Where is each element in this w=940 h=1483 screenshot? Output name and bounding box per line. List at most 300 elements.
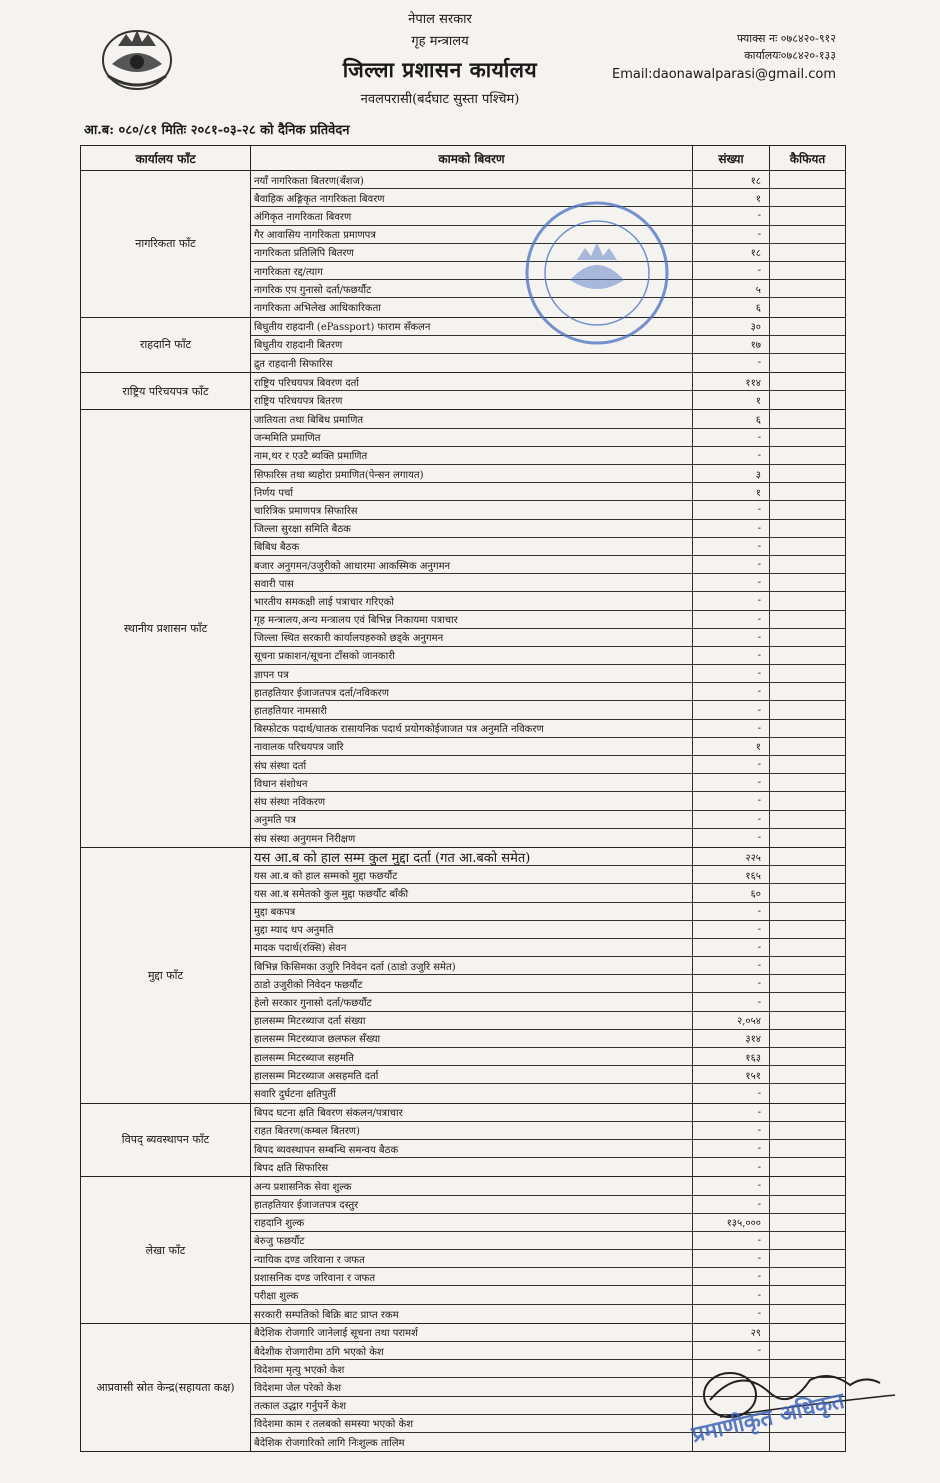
row-description: ठाडो उजुरीको निवेदन फछर्यौट bbox=[251, 975, 693, 992]
row-count: - bbox=[693, 556, 770, 573]
row-description: नागरिकता रद्द/त्याग bbox=[251, 262, 693, 279]
row-description: हातहतियार ईजाजतपत्र दस्तुर bbox=[251, 1196, 693, 1213]
table-row bbox=[251, 520, 845, 538]
row-remarks bbox=[770, 447, 845, 464]
section-name: आप्रवासी स्रोत केन्द्र(सहायता कक्ष) bbox=[81, 1324, 251, 1451]
row-count: २९ bbox=[693, 1324, 770, 1341]
row-remarks bbox=[770, 921, 845, 938]
table-row bbox=[251, 629, 845, 647]
row-remarks bbox=[770, 483, 845, 500]
table-row bbox=[251, 1232, 845, 1250]
table-row bbox=[251, 1122, 845, 1140]
section-rows bbox=[251, 318, 845, 373]
row-count: - bbox=[693, 1305, 770, 1323]
row-description: नागरिक एप गुनासो दर्ता/फछर्यौट bbox=[251, 280, 693, 297]
row-description: विदेशमा जेल परेको केश bbox=[251, 1378, 693, 1395]
row-remarks bbox=[770, 1104, 845, 1121]
table-row bbox=[251, 756, 845, 774]
row-count: - bbox=[693, 354, 770, 372]
row-description: सवारी पास bbox=[251, 574, 693, 591]
table-section bbox=[81, 1104, 845, 1178]
table-row bbox=[251, 501, 845, 519]
table-row bbox=[251, 465, 845, 483]
table-row bbox=[251, 1158, 845, 1176]
row-description: गैर आवासिय नागरिकता प्रमाणपत्र bbox=[251, 226, 693, 243]
row-remarks bbox=[770, 903, 845, 920]
table-row bbox=[251, 1140, 845, 1158]
table-section bbox=[81, 1177, 845, 1324]
table-row bbox=[251, 1048, 845, 1066]
row-count: - bbox=[693, 903, 770, 920]
row-description: चारित्रिक प्रमाणपत्र सिफारिस bbox=[251, 501, 693, 518]
section-name: विपद् ब्यवस्थापन फाँट bbox=[81, 1104, 251, 1177]
table-row bbox=[251, 298, 845, 316]
row-description: अन्य प्रशासनिक सेवा शुल्क bbox=[251, 1177, 693, 1194]
row-count: - bbox=[693, 939, 770, 956]
row-description: ज्ञापन पत्र bbox=[251, 665, 693, 682]
row-remarks bbox=[770, 556, 845, 573]
row-description: बैदेशीक रोजगारीमा ठगि भएको केश bbox=[251, 1342, 693, 1359]
row-count: - bbox=[693, 792, 770, 809]
office-phone: कार्यालयः०७८४२०-१३३ bbox=[744, 49, 836, 62]
signature-label: प्रमाणीकृत अधिकृत bbox=[689, 1387, 847, 1449]
row-remarks bbox=[770, 1433, 845, 1451]
table-row bbox=[251, 683, 845, 701]
row-remarks bbox=[770, 354, 845, 372]
row-description: बिस्फोटक पदार्थ/घातक रासायनिक पदार्थ प्रयोगकोईजाजत पत्र अनुमति नविकरण bbox=[251, 720, 693, 737]
row-remarks bbox=[770, 611, 845, 628]
row-count: २,०५४ bbox=[693, 1012, 770, 1029]
row-description: बेरुजु फछर्यौट bbox=[251, 1232, 693, 1249]
table-row bbox=[251, 336, 845, 354]
row-description: द्रुत राहदानी सिफारिस bbox=[251, 354, 693, 372]
row-remarks bbox=[770, 720, 845, 737]
row-remarks bbox=[770, 848, 845, 865]
row-count: १ bbox=[693, 483, 770, 500]
table-row bbox=[251, 665, 845, 683]
row-description: नागरिकता प्रतिलिपि बितरण bbox=[251, 244, 693, 261]
table-row bbox=[251, 1268, 845, 1286]
table-row bbox=[251, 373, 845, 391]
row-remarks bbox=[770, 756, 845, 773]
row-remarks bbox=[770, 665, 845, 682]
row-description: सरकारी सम्पतिको बिक्रि बाट प्राप्त रकम bbox=[251, 1305, 693, 1323]
table-row bbox=[251, 1324, 845, 1342]
section-name: स्थानीय प्रशासन फाँट bbox=[81, 410, 251, 847]
table-row bbox=[251, 318, 845, 336]
row-remarks bbox=[770, 538, 845, 555]
row-description: हालसम्म मिटरब्याज दर्ता संख्या bbox=[251, 1012, 693, 1029]
row-description: अंगिकृत नागरिकता बिवरण bbox=[251, 207, 693, 224]
section-name: मुद्दा फाँट bbox=[81, 848, 251, 1103]
row-remarks bbox=[770, 410, 845, 427]
row-description: विदेशमा काम र तलबको समस्या भएको केश bbox=[251, 1415, 693, 1432]
row-remarks bbox=[770, 1214, 845, 1231]
row-remarks bbox=[770, 993, 845, 1010]
row-count: - bbox=[693, 683, 770, 700]
row-count: - bbox=[693, 720, 770, 737]
row-remarks bbox=[770, 957, 845, 974]
row-count bbox=[693, 1360, 770, 1377]
row-remarks bbox=[770, 629, 845, 646]
row-remarks bbox=[770, 647, 845, 664]
table-row bbox=[251, 1084, 845, 1102]
table-row bbox=[251, 1286, 845, 1304]
row-count: १६५ bbox=[693, 866, 770, 883]
table-row bbox=[251, 1196, 845, 1214]
ministry-name: गृह मन्त्रालय bbox=[411, 34, 469, 49]
row-count: - bbox=[693, 1250, 770, 1267]
table-row bbox=[251, 829, 845, 847]
table-row bbox=[251, 993, 845, 1011]
row-description: नयाँ नागरिकता बितरण(बँशज) bbox=[251, 171, 693, 188]
row-description: परीक्षा शुल्क bbox=[251, 1286, 693, 1303]
row-remarks bbox=[770, 1196, 845, 1213]
table-row bbox=[251, 592, 845, 610]
report-table bbox=[80, 145, 846, 1452]
table-row bbox=[251, 848, 845, 866]
row-remarks bbox=[770, 520, 845, 537]
row-count: ६ bbox=[693, 410, 770, 427]
row-description: राहत बितरण(कम्बल बितरण) bbox=[251, 1122, 693, 1139]
row-count: - bbox=[693, 592, 770, 609]
row-description: बिभिन्न किसिमका उजुरि निवेदन दर्ता (ठाडो उजुरि समेत) bbox=[251, 957, 693, 974]
row-count: - bbox=[693, 1268, 770, 1285]
row-count: - bbox=[693, 665, 770, 682]
row-count: - bbox=[693, 1286, 770, 1303]
table-row bbox=[251, 447, 845, 465]
row-description: भारतीय समकक्षी लाई पत्राचार गरिएको bbox=[251, 592, 693, 609]
section-rows bbox=[251, 171, 845, 317]
table-header bbox=[81, 146, 845, 171]
section-rows bbox=[251, 410, 845, 847]
table-row bbox=[251, 647, 845, 665]
row-description: यस आ.ब को हाल सम्म कुल मुद्दा दर्ता (गत आ.बको समेत) bbox=[251, 848, 693, 865]
row-count: - bbox=[693, 207, 770, 224]
row-description: बिपद क्षति सिफारिस bbox=[251, 1158, 693, 1176]
row-description: बैदेशिक रोजगारिको लागि निःशुल्क तालिम bbox=[251, 1433, 693, 1451]
row-description: जन्ममिति प्रमाणित bbox=[251, 429, 693, 446]
row-count: १६३ bbox=[693, 1048, 770, 1065]
table-row bbox=[251, 1433, 845, 1451]
table-row bbox=[251, 574, 845, 592]
row-remarks bbox=[770, 244, 845, 261]
row-count: - bbox=[693, 1140, 770, 1157]
row-remarks bbox=[770, 1250, 845, 1267]
row-count: ६ bbox=[693, 298, 770, 316]
row-description: संघ संस्था नविकरण bbox=[251, 792, 693, 809]
table-row bbox=[251, 280, 845, 298]
row-description: हेलो सरकार गुनासो दर्ता/फछर्यौट bbox=[251, 993, 693, 1010]
row-remarks bbox=[770, 207, 845, 224]
table-row bbox=[251, 1214, 845, 1232]
row-count: ३० bbox=[693, 318, 770, 335]
fax-number: फ्याक्स नः ०७८४२०-९१२ bbox=[736, 32, 836, 45]
row-count: १ bbox=[693, 391, 770, 409]
row-remarks bbox=[770, 336, 845, 353]
table-row bbox=[251, 1177, 845, 1195]
row-remarks bbox=[770, 1305, 845, 1323]
table-row bbox=[251, 354, 845, 372]
table-row bbox=[251, 189, 845, 207]
section-name: नागरिकता फाँट bbox=[81, 171, 251, 317]
row-remarks bbox=[770, 975, 845, 992]
table-row bbox=[251, 738, 845, 756]
row-description: हातहतियार ईजाजतपत्र दर्ता/नविकरण bbox=[251, 683, 693, 700]
section-rows bbox=[251, 1104, 845, 1177]
row-description: राष्ट्रिय परिचयपत्र बिवरण दर्ता bbox=[251, 373, 693, 390]
row-description: बिपद ब्यवस्थापन सम्बन्धि समन्वय बैठक bbox=[251, 1140, 693, 1157]
row-remarks bbox=[770, 884, 845, 901]
row-remarks bbox=[770, 1048, 845, 1065]
table-section bbox=[81, 848, 845, 1104]
row-remarks bbox=[770, 1030, 845, 1047]
row-remarks bbox=[770, 429, 845, 446]
section-name: लेखा फाँट bbox=[81, 1177, 251, 1323]
header-section: कार्यालय फाँट bbox=[81, 146, 251, 170]
table-row bbox=[251, 226, 845, 244]
table-row bbox=[251, 903, 845, 921]
row-count: १५१ bbox=[693, 1066, 770, 1083]
row-description: मुद्दा म्याद थप अनुमति bbox=[251, 921, 693, 938]
row-description: जिल्ला स्थित सरकारी कार्यालयहरुको छड्के अनुगमन bbox=[251, 629, 693, 646]
table-row bbox=[251, 1305, 845, 1323]
row-description: हातहतियार नामसारी bbox=[251, 701, 693, 718]
row-count: - bbox=[693, 429, 770, 446]
office-location: नवलपरासी(बर्दघाट सुस्ता पश्चिम) bbox=[360, 92, 520, 107]
table-row bbox=[251, 701, 845, 719]
row-description: नावालक परिचयपत्र जारि bbox=[251, 738, 693, 755]
table-row bbox=[251, 1360, 845, 1378]
row-description: बिधुतीय राहदानी (ePassport) फाराम सँकलन bbox=[251, 318, 693, 335]
section-name: राहदानि फाँट bbox=[81, 318, 251, 373]
row-description: यस आ.ब को हाल सम्मको मुद्दा फछर्यौट bbox=[251, 866, 693, 883]
row-description: अनुमति पत्र bbox=[251, 811, 693, 828]
table-row bbox=[251, 483, 845, 501]
row-remarks bbox=[770, 811, 845, 828]
table-row bbox=[251, 792, 845, 810]
row-count: - bbox=[693, 975, 770, 992]
row-count: - bbox=[693, 701, 770, 718]
gov-name: नेपाल सरकार bbox=[408, 12, 472, 27]
row-count: ५ bbox=[693, 280, 770, 297]
row-remarks bbox=[770, 1360, 845, 1377]
table-row bbox=[251, 1342, 845, 1360]
row-remarks bbox=[770, 226, 845, 243]
row-count: १८ bbox=[693, 244, 770, 261]
letterhead bbox=[300, 10, 580, 112]
row-description: सूचना प्रकाशन/सूचना टाँसको जानकारी bbox=[251, 647, 693, 664]
row-remarks bbox=[770, 1122, 845, 1139]
row-count: १८ bbox=[693, 171, 770, 188]
row-count: - bbox=[693, 501, 770, 518]
table-section bbox=[81, 373, 845, 410]
row-description: संघ संस्था अनुगमन निरीक्षण bbox=[251, 829, 693, 847]
row-description: बैदेशिक रोजगारि जानेलाई सूचना तथा परामर्श bbox=[251, 1324, 693, 1341]
row-description: बिबिध बैठक bbox=[251, 538, 693, 555]
row-description: हालसम्म मिटरब्याज असहमति दर्ता bbox=[251, 1066, 693, 1083]
row-count: - bbox=[693, 1104, 770, 1121]
row-remarks bbox=[770, 171, 845, 188]
row-remarks bbox=[770, 298, 845, 316]
row-description: प्रशासनिक दण्ड जरिवाना र जफत bbox=[251, 1268, 693, 1285]
row-count: - bbox=[693, 538, 770, 555]
section-rows bbox=[251, 373, 845, 409]
report-reference: आ.ब: ०८०/८१ मितिः २०८१-०३-२८ को दैनिक प्रतिवेदन bbox=[84, 123, 350, 138]
row-count: - bbox=[693, 1342, 770, 1359]
row-remarks bbox=[770, 1268, 845, 1285]
table-row bbox=[251, 957, 845, 975]
row-description: बैवाहिक अङ्गिकृत नागरिकता बिवरण bbox=[251, 189, 693, 206]
row-count: - bbox=[693, 1177, 770, 1194]
row-count: - bbox=[693, 921, 770, 938]
row-description: राष्ट्रिय परिचयपत्र बितरण bbox=[251, 391, 693, 409]
table-row bbox=[251, 391, 845, 409]
row-remarks bbox=[770, 262, 845, 279]
row-remarks bbox=[770, 1177, 845, 1194]
table-row bbox=[251, 262, 845, 280]
table-section bbox=[81, 171, 845, 318]
row-description: यस आ.ब समेतको कुल मुद्दा फछर्यौट बाँकी bbox=[251, 884, 693, 901]
table-row bbox=[251, 1012, 845, 1030]
table-row bbox=[251, 1104, 845, 1122]
row-remarks bbox=[770, 373, 845, 390]
row-remarks bbox=[770, 1084, 845, 1102]
table-row bbox=[251, 171, 845, 189]
row-description: मुद्दा बकपत्र bbox=[251, 903, 693, 920]
table-row bbox=[251, 939, 845, 957]
row-remarks bbox=[770, 939, 845, 956]
row-remarks bbox=[770, 189, 845, 206]
row-count: २२५ bbox=[693, 848, 770, 865]
row-description: हालसम्म मिटरब्याज सहमति bbox=[251, 1048, 693, 1065]
row-description: मादक पदार्थ(रक्सि) सेवन bbox=[251, 939, 693, 956]
table-section bbox=[81, 410, 845, 848]
row-count: - bbox=[693, 262, 770, 279]
row-count: - bbox=[693, 520, 770, 537]
table-row bbox=[251, 884, 845, 902]
table-section bbox=[81, 318, 845, 374]
row-count: ३ bbox=[693, 465, 770, 482]
row-count bbox=[693, 1378, 770, 1395]
table-row bbox=[251, 720, 845, 738]
row-remarks bbox=[770, 1342, 845, 1359]
row-remarks bbox=[770, 1140, 845, 1157]
row-count: ६० bbox=[693, 884, 770, 901]
row-count: - bbox=[693, 226, 770, 243]
row-count: - bbox=[693, 811, 770, 828]
row-count: - bbox=[693, 993, 770, 1010]
row-count: १ bbox=[693, 189, 770, 206]
section-name: राष्ट्रिय परिचयपत्र फाँट bbox=[81, 373, 251, 409]
table-row bbox=[251, 1030, 845, 1048]
row-remarks bbox=[770, 866, 845, 883]
row-remarks bbox=[770, 1158, 845, 1176]
row-count: - bbox=[693, 1232, 770, 1249]
header-count: संख्या bbox=[693, 146, 770, 170]
nepal-emblem-icon bbox=[98, 24, 176, 94]
row-description: तत्काल उद्धार गर्नुपर्ने केश bbox=[251, 1397, 693, 1414]
table-row bbox=[251, 556, 845, 574]
row-count: ३१४ bbox=[693, 1030, 770, 1047]
table-row bbox=[251, 410, 845, 428]
row-count: - bbox=[693, 774, 770, 791]
row-remarks bbox=[770, 280, 845, 297]
table-row bbox=[251, 611, 845, 629]
office-name: जिल्ला प्रशासन कार्यालय bbox=[342, 57, 538, 82]
row-count: - bbox=[693, 957, 770, 974]
section-rows bbox=[251, 848, 845, 1103]
row-description: विदेशमा मृत्यु भएको केश bbox=[251, 1360, 693, 1377]
row-count: - bbox=[693, 629, 770, 646]
row-remarks bbox=[770, 792, 845, 809]
row-description: निर्णय पर्चा bbox=[251, 483, 693, 500]
row-remarks bbox=[770, 1012, 845, 1029]
row-count: १७ bbox=[693, 336, 770, 353]
row-description: नाम,थर र एउटै ब्यक्ति प्रमाणित bbox=[251, 447, 693, 464]
row-count: ११४ bbox=[693, 373, 770, 390]
row-description: सवारि दुर्घटना क्षतिपुर्ती bbox=[251, 1084, 693, 1102]
row-count: - bbox=[693, 574, 770, 591]
row-remarks bbox=[770, 701, 845, 718]
row-description: संघ संस्था दर्ता bbox=[251, 756, 693, 773]
row-count: - bbox=[693, 829, 770, 847]
row-description: बजार अनुगमन/उजुरीको आधारमा आकस्मिक अनुगमन bbox=[251, 556, 693, 573]
row-description: राहदानि शुल्क bbox=[251, 1214, 693, 1231]
row-remarks bbox=[770, 1232, 845, 1249]
row-count: - bbox=[693, 1158, 770, 1176]
row-description: नागरिकता अभिलेख आधिकारिकता bbox=[251, 298, 693, 316]
row-remarks bbox=[770, 501, 845, 518]
table-row bbox=[251, 1378, 845, 1396]
row-remarks bbox=[770, 465, 845, 482]
row-count: १ bbox=[693, 738, 770, 755]
table-row bbox=[251, 1066, 845, 1084]
row-description: जातियता तथा बिबिध प्रमाणित bbox=[251, 410, 693, 427]
row-description: गृह मन्त्रालय,अन्य मन्त्रालय एवं बिभिन्न निकायमा पत्राचार bbox=[251, 611, 693, 628]
row-remarks bbox=[770, 592, 845, 609]
row-remarks bbox=[770, 774, 845, 791]
row-description: हालसम्म मिटरब्याज छलफल सँख्या bbox=[251, 1030, 693, 1047]
row-count: - bbox=[693, 1084, 770, 1102]
row-count: - bbox=[693, 647, 770, 664]
row-remarks bbox=[770, 738, 845, 755]
table-row bbox=[251, 811, 845, 829]
header-description: कामको बिवरण bbox=[251, 146, 693, 170]
row-remarks bbox=[770, 683, 845, 700]
row-description: बिधुतीय राहदानी बितरण bbox=[251, 336, 693, 353]
row-count: - bbox=[693, 756, 770, 773]
table-row bbox=[251, 429, 845, 447]
table-row bbox=[251, 774, 845, 792]
row-remarks bbox=[770, 1324, 845, 1341]
row-description: जिल्ला सुरक्षा समिति बैठक bbox=[251, 520, 693, 537]
row-count: - bbox=[693, 1196, 770, 1213]
row-count: १३५,००० bbox=[693, 1214, 770, 1231]
row-description: न्यायिक दण्ड जरिवाना र जफत bbox=[251, 1250, 693, 1267]
row-remarks bbox=[770, 391, 845, 409]
row-count: - bbox=[693, 611, 770, 628]
row-count: - bbox=[693, 1122, 770, 1139]
table-row bbox=[251, 1250, 845, 1268]
row-remarks bbox=[770, 1286, 845, 1303]
header-remarks: कैफियत bbox=[789, 151, 826, 166]
table-row bbox=[251, 975, 845, 993]
row-remarks bbox=[770, 574, 845, 591]
table-row bbox=[251, 244, 845, 262]
email-address: Email:daonawalparasi@gmail.com bbox=[612, 67, 836, 82]
table-row bbox=[251, 921, 845, 939]
